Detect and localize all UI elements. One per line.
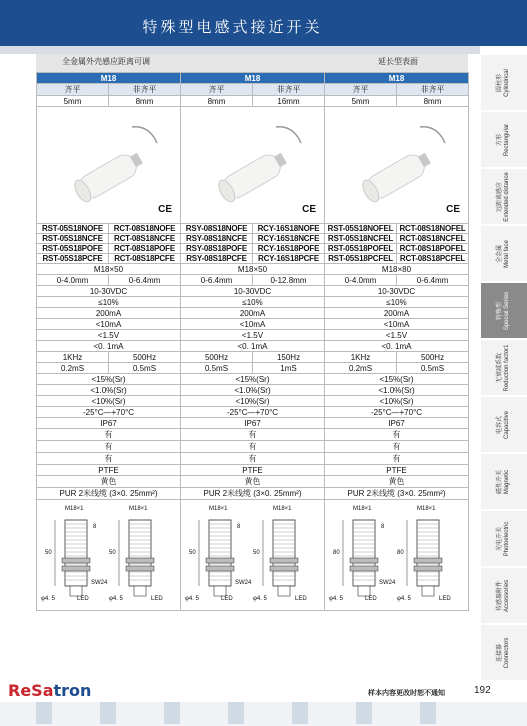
category-label-2: 延长型表面 (378, 57, 418, 66)
footer-segment (292, 702, 308, 724)
cable-diameter-label: φ4. 5 (329, 596, 343, 602)
spec-cell: <1.5V (181, 330, 325, 341)
sidebar-tab-label (497, 410, 511, 438)
sidebar-tab-en: Accessories (504, 579, 510, 612)
footer-segment (420, 702, 436, 724)
sidebar-tab[interactable] (481, 282, 527, 338)
sidebar-tab-label (497, 344, 511, 391)
spec-cell: <10%(Sr) (37, 396, 181, 407)
sidebar-tab-en: Connectors (504, 637, 510, 668)
spec-cell: 10-30VDC (325, 286, 469, 297)
sidebar-tab-zh: 圆柱形 (497, 73, 503, 92)
spec-row (37, 84, 469, 96)
spec-cell: <1.5V (37, 330, 181, 341)
spec-row (37, 297, 469, 308)
spec-row (37, 244, 469, 254)
spec-row (37, 429, 469, 441)
spec-cell: 齐平 (37, 84, 109, 96)
spec-cell: 有 (37, 453, 181, 465)
model-code: RCT-08S18NCFE (109, 234, 181, 244)
spec-cell: <10%(Sr) (325, 396, 469, 407)
spec-row (37, 385, 469, 396)
spec-cell: 有 (325, 429, 469, 441)
model-code: RST-05S18POFE (37, 244, 109, 254)
spec-cell: 150Hz (253, 352, 325, 363)
model-code: RCT-08S18NCFEL (397, 234, 469, 244)
sidebar-tab[interactable] (481, 54, 527, 110)
sidebar-tab-zh: 磁性开关 (497, 469, 503, 494)
sidebar-tab-en: Metal face (504, 239, 510, 268)
category-label-1: 全金属外壳感应距离可调 (62, 57, 150, 66)
model-code: RCY-16S18PCFE (253, 254, 325, 264)
spec-row (37, 96, 469, 107)
thread-length-label: 8 (381, 524, 385, 530)
spec-cell: IP67 (325, 418, 469, 429)
spec-row (37, 73, 469, 84)
spec-cell: 200mA (181, 308, 325, 319)
spec-cell: <10mA (181, 319, 325, 330)
spec-cell: PTFE (181, 465, 325, 476)
size-header: M18 (181, 73, 325, 84)
sidebar-tab-zh: 远距离感应 (497, 181, 503, 212)
footer-segment (356, 702, 372, 724)
footer-segment (100, 702, 116, 724)
ce-mark: CE (158, 204, 172, 215)
spec-row (37, 234, 469, 244)
spec-cell: <0. 1mA (181, 341, 325, 352)
sidebar-tab-label (497, 291, 511, 329)
spec-row (37, 286, 469, 297)
model-code: RCT-08S18NOFEL (397, 224, 469, 234)
wrench-size-label: SW24 (235, 580, 252, 586)
page-title: 特殊型电感式接近开关 (142, 18, 323, 36)
spec-cell: <15%(Sr) (325, 374, 469, 385)
sidebar-tab-label (497, 579, 511, 611)
spec-cell: PUR 2米线缆 (3×0. 25mm²) (325, 488, 469, 500)
dimension-drawing (37, 500, 181, 611)
spec-cell: 有 (181, 441, 325, 453)
spec-cell: 0.5mS (109, 363, 181, 374)
spec-cell: ≤10% (37, 297, 181, 308)
cable-diameter-label: φ4. 5 (41, 596, 55, 602)
spec-cell: 16mm (253, 96, 325, 107)
sidebar-tab[interactable] (481, 111, 527, 167)
spec-cell: 1KHz (37, 352, 109, 363)
sidebar-tab-label (497, 69, 511, 97)
wrench-size-label: SW24 (91, 580, 108, 586)
led-label: LED (365, 596, 377, 602)
spec-cell: <15%(Sr) (181, 374, 325, 385)
brand-logo: ReSatron (8, 681, 92, 700)
led-label: LED (295, 596, 307, 602)
spec-cell: -25°C—+70°C (37, 407, 181, 418)
sidebar-tab[interactable] (481, 225, 527, 281)
size-header: M18 (37, 73, 181, 84)
spec-cell: 0.2mS (37, 363, 109, 374)
sidebar-tab-zh: 特殊型 (497, 301, 503, 320)
spec-cell: 500Hz (109, 352, 181, 363)
spec-cell: 有 (37, 441, 181, 453)
spec-cell: <10mA (37, 319, 181, 330)
spec-cell: PTFE (37, 465, 181, 476)
spec-cell: M18×50 (37, 264, 181, 275)
spec-cell: 10-30VDC (181, 286, 325, 297)
spec-cell: <1.0%(Sr) (37, 385, 181, 396)
sidebar-tab-en: Photoelectric (504, 521, 510, 556)
model-code: RSY-08S18PCFE (181, 254, 253, 264)
ce-mark: CE (302, 204, 316, 215)
sidebar-tab-label (497, 123, 511, 155)
spec-cell: 1mS (253, 363, 325, 374)
model-code: RST-05S18NOFEL (325, 224, 397, 234)
spec-row (37, 254, 469, 264)
led-label: LED (77, 596, 89, 602)
spec-cell: <0. 1mA (37, 341, 181, 352)
length-label: 80 (397, 550, 404, 556)
spec-cell: 0-4.0mm (325, 275, 397, 286)
sidebar-tab-label (497, 637, 511, 668)
spec-row (37, 374, 469, 385)
spec-cell: ≤10% (181, 297, 325, 308)
spec-cell: <1.5V (325, 330, 469, 341)
spec-cell: 0-6.4mm (397, 275, 469, 286)
spec-row (37, 264, 469, 275)
spec-cell: PUR 2米线缆 (3×0. 25mm²) (37, 488, 181, 500)
spec-cell: 黄色 (181, 476, 325, 488)
spec-cell: 黄色 (325, 476, 469, 488)
thread-label: M18×1 (65, 506, 84, 512)
spec-table-area (36, 54, 468, 678)
sidebar-tab-label (497, 240, 511, 268)
spec-cell: 200mA (325, 308, 469, 319)
sidebar-tab-zh: 电容式 (497, 415, 503, 434)
footer-segment (164, 702, 180, 724)
spec-cell: <10mA (325, 319, 469, 330)
sidebar-tab-en: Cylindrical (504, 68, 510, 97)
cable-diameter-label: φ4. 5 (185, 596, 199, 602)
thread-label: M18×1 (209, 506, 228, 512)
spec-cell: 0.5mS (397, 363, 469, 374)
spec-row (37, 488, 469, 500)
model-code: RCT-08S18PCFEL (397, 254, 469, 264)
length-label: 80 (333, 550, 340, 556)
spec-cell: <1.0%(Sr) (181, 385, 325, 396)
dimension-drawing (181, 500, 325, 611)
sidebar-tab-en: Rectangular (504, 123, 510, 156)
spec-cell: 0.5mS (181, 363, 253, 374)
spec-row (37, 107, 469, 224)
cable-diameter-label: φ4. 5 (397, 596, 411, 602)
model-code: RCY-16S18NOFE (253, 224, 325, 234)
sidebar-tab-zh: 传感器附件 (497, 580, 503, 611)
spec-cell: <15%(Sr) (37, 374, 181, 385)
category-sidebar (481, 54, 527, 678)
spec-cell: -25°C—+70°C (325, 407, 469, 418)
sidebar-tab-zh: 全金属 (497, 244, 503, 263)
sidebar-tab[interactable] (481, 567, 527, 623)
sidebar-tab-zh: 无衰减系数 (497, 352, 503, 383)
sidebar-tab-en: Special Series (504, 291, 510, 330)
spec-cell: 齐平 (325, 84, 397, 96)
sidebar-tab-en: Capacitive (504, 410, 510, 439)
spec-cell: 有 (181, 453, 325, 465)
ce-mark: CE (446, 204, 460, 215)
thread-length-label: 8 (93, 524, 97, 530)
spec-cell: 8mm (109, 96, 181, 107)
product-photo (181, 107, 325, 224)
spec-row (37, 418, 469, 429)
spec-row (37, 407, 469, 418)
product-photo (325, 107, 469, 224)
spec-row (37, 330, 469, 341)
spec-cell: 黄色 (37, 476, 181, 488)
spec-cell: ≤10% (325, 297, 469, 308)
footer-segment (228, 702, 244, 724)
sidebar-tab-en: Extended distance (504, 171, 510, 222)
spec-row (37, 441, 469, 453)
spec-row (37, 308, 469, 319)
spec-cell: 0-6.4mm (109, 275, 181, 286)
spec-cell: 有 (181, 429, 325, 441)
sidebar-tab-label (497, 172, 511, 221)
header-stripe (0, 46, 480, 54)
sidebar-tab-label (497, 521, 511, 556)
sidebar-tab-zh: 连接器 (497, 643, 503, 662)
led-label: LED (151, 596, 163, 602)
model-code: RCT-08S18NOFE (109, 224, 181, 234)
spec-row (37, 224, 469, 234)
spec-cell: 有 (325, 441, 469, 453)
footer-notice: 样本内容更改时恕不通知 (368, 690, 445, 697)
sidebar-tab-zh: 方形 (497, 133, 503, 146)
sidebar-tab-zh: 光电开关 (497, 526, 503, 551)
spec-cell: PUR 2米线缆 (3×0. 25mm²) (181, 488, 325, 500)
spec-cell: <10%(Sr) (181, 396, 325, 407)
sidebar-tab[interactable] (481, 339, 527, 395)
sidebar-tab-en: Reduction factor1 (504, 343, 510, 392)
led-label: LED (221, 596, 233, 602)
length-label: 50 (45, 550, 52, 556)
dimension-drawing (325, 500, 469, 611)
thread-label: M18×1 (129, 506, 148, 512)
model-code: RCT-08S18POFEL (397, 244, 469, 254)
model-code: RCT-08S18POFE (109, 244, 181, 254)
length-label: 50 (109, 550, 116, 556)
spec-cell: 5mm (325, 96, 397, 107)
spec-row (37, 363, 469, 374)
thread-label: M18×1 (273, 506, 292, 512)
model-code: RST-05S18NCFE (37, 234, 109, 244)
spec-cell: 0.2mS (325, 363, 397, 374)
spec-cell: -25°C—+70°C (181, 407, 325, 418)
spec-cell: <0. 1mA (325, 341, 469, 352)
model-code: RST-05S18PCFE (37, 254, 109, 264)
model-code: RSY-08S18POFE (181, 244, 253, 254)
sidebar-tab[interactable] (481, 453, 527, 509)
spec-table (36, 72, 469, 611)
spec-cell: 齐平 (181, 84, 253, 96)
cable-diameter-label: φ4. 5 (253, 596, 267, 602)
spec-cell: 非齐平 (397, 84, 469, 96)
spec-row (37, 319, 469, 330)
footer-segment (36, 702, 52, 724)
sidebar-tab-label (497, 469, 511, 493)
spec-row (37, 275, 469, 286)
spec-cell: 5mm (37, 96, 109, 107)
spec-cell: 有 (325, 453, 469, 465)
spec-cell: 有 (37, 429, 181, 441)
model-code: RSY-08S18NCFE (181, 234, 253, 244)
spec-cell: 0-4.0mm (37, 275, 109, 286)
length-label: 50 (189, 550, 196, 556)
thread-length-label: 8 (237, 524, 241, 530)
spec-cell: 8mm (397, 96, 469, 107)
thread-label: M18×1 (417, 506, 436, 512)
sidebar-tab-en: Magnetic (504, 469, 510, 494)
spec-row (37, 476, 469, 488)
model-code: RST-05S18NCFEL (325, 234, 397, 244)
thread-label: M18×1 (353, 506, 372, 512)
wrench-size-label: SW24 (379, 580, 396, 586)
spec-row (37, 500, 469, 611)
cable-diameter-label: φ4. 5 (109, 596, 123, 602)
model-code: RCY-16S18NCFE (253, 234, 325, 244)
size-header: M18 (325, 73, 469, 84)
spec-cell: 1KHz (325, 352, 397, 363)
spec-cell: <1.0%(Sr) (325, 385, 469, 396)
sidebar-tab[interactable] (481, 396, 527, 452)
spec-cell: 500Hz (181, 352, 253, 363)
page-number: 192 (474, 685, 491, 696)
spec-row (37, 341, 469, 352)
model-code: RST-05S18POFEL (325, 244, 397, 254)
spec-row (37, 396, 469, 407)
sidebar-tab[interactable] (481, 168, 527, 224)
model-code: RST-05S18PCFEL (325, 254, 397, 264)
spec-cell: 非齐平 (109, 84, 181, 96)
spec-cell: 8mm (181, 96, 253, 107)
spec-row (37, 465, 469, 476)
sidebar-tab[interactable] (481, 510, 527, 566)
spec-cell: 500Hz (397, 352, 469, 363)
spec-cell: M18×50 (181, 264, 325, 275)
product-photo (37, 107, 181, 224)
led-label: LED (439, 596, 451, 602)
spec-cell: 0-6.4mm (181, 275, 253, 286)
length-label: 50 (253, 550, 260, 556)
sidebar-tab[interactable] (481, 624, 527, 680)
spec-cell: PTFE (325, 465, 469, 476)
spec-row (37, 352, 469, 363)
spec-cell: IP67 (37, 418, 181, 429)
spec-cell: 200mA (37, 308, 181, 319)
model-code: RCT-08S18PCFE (109, 254, 181, 264)
spec-cell: 10-30VDC (37, 286, 181, 297)
spec-cell: 非齐平 (253, 84, 325, 96)
model-code: RSY-08S18NOFE (181, 224, 253, 234)
spec-row (37, 453, 469, 465)
spec-cell: 0-12.8mm (253, 275, 325, 286)
model-code: RCY-16S18POFE (253, 244, 325, 254)
spec-cell: IP67 (181, 418, 325, 429)
model-code: RST-05S18NOFE (37, 224, 109, 234)
spec-cell: M18×80 (325, 264, 469, 275)
